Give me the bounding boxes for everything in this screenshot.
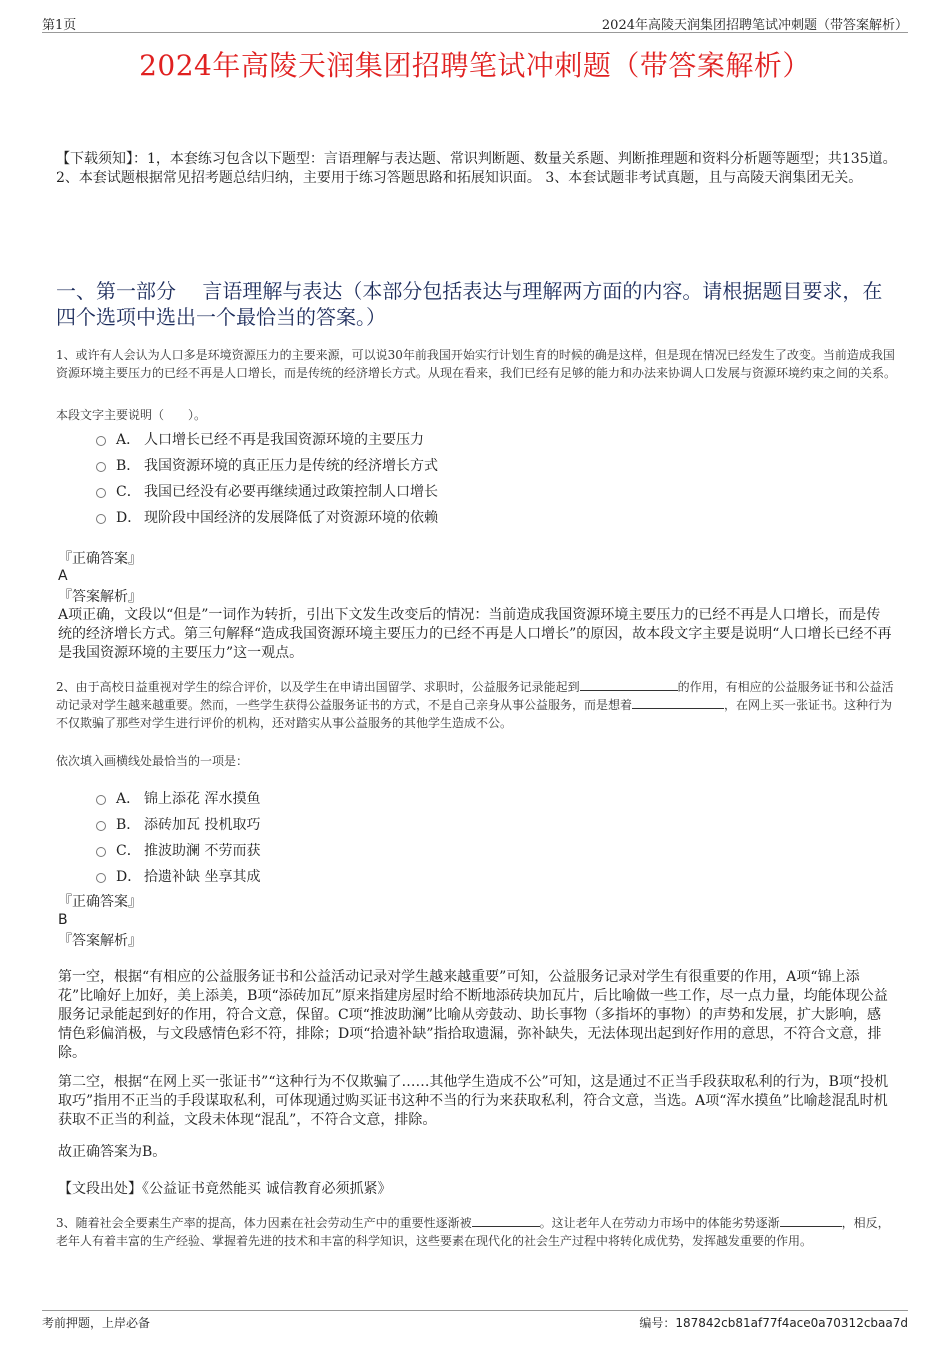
question-1-analysis: A项正确，文段以“但是”一词作为转折，引出下文发生改变后的情况：当前造成我国资源环境主要压力的已经不再是人口增长，而是传统的经济增长方式。第三句解释“造成我国资源环境主要压力的已经不再是人口增长”的原因，故本段文字主要是说明“人口增长已经不再是我国资源环境的主要压力”这一观点。 [58, 607, 892, 661]
question-2-conclusion: 故正确答案为B。 [58, 1144, 167, 1160]
download-notice: 【下载须知】：1，本套练习包含以下题型：言语理解与表达题、常识判断题、数量关系题、判断推理题和资料分析题等题型；共135道。 2、本套试题根据常见招考题总结归纳，主要用于练习答题思路和拓展知识面。 3、本套试题非考试真题，且与高陵天润集团无关。 [56, 151, 897, 186]
question-1-answer: A [58, 568, 68, 584]
radio-icon[interactable] [96, 821, 106, 831]
radio-icon[interactable] [96, 436, 106, 446]
question-2-option-b[interactable]: B． 添砖加瓦 投机取巧 [96, 811, 796, 837]
page-header [42, 12, 908, 33]
question-2-analysis-label: 『答案解析』 [58, 933, 142, 949]
footer-code: 编号：187842cb81af77f4ace0a70312cbaa7d [639, 1316, 908, 1330]
question-1-prompt: 本段文字主要说明（ ）。 [56, 408, 207, 422]
question-2-answer-label: 『正确答案』 [58, 894, 142, 910]
radio-icon[interactable] [96, 873, 106, 883]
question-1-option-b[interactable]: B． 我国资源环境的真正压力是传统的经济增长方式 [96, 452, 796, 478]
radio-icon[interactable] [96, 488, 106, 498]
question-1-option-d[interactable]: D． 现阶段中国经济的发展降低了对资源环境的依赖 [96, 504, 796, 530]
question-2-analysis-part-2: 第二空，根据“在网上买一张证书”“这种行为不仅欺骗了……其他学生造成不公”可知，这是通过不正当手段获取私利的行为，B项“投机取巧”指用不正当的手段谋取私利，可体现通过购买证书这种不当的行为来获取私利，符合文意，当选。A项“浑水摸鱼”比喻趁混乱时机获取不正当的利益，文段未体现“混乱”，不符合文意，排除。 [58, 1074, 889, 1128]
question-3-text: 3、随着社会全要素生产率的提高，体力因素在社会劳动生产中的重要性逐渐被 。这让老年人在劳动力市场中的体能劣势逐渐 ，相反，老年人有着丰富的生产经验、掌握着先进的技术和丰富的科学知识，这些要素在现代化的社会生产过程中将转化成优势，发挥越发重要的作用。 [56, 1216, 890, 1248]
question-2-analysis-part-1: 第一空，根据“有相应的公益服务证书和公益活动记录对学生越来越重要”可知，公益服务记录对学生有很重要的作用，A项“锦上添花”比喻好上加好，美上添美，B项“添砖加瓦”原来指建房屋时给不断地添砖块加瓦片，后比喻做一些工作，尽一点力量，均能体现公益服务记录能起到好的作用，符合文意，保留。C项“推波助澜”比喻从旁鼓动、助长事物（多指坏的事物）的声势和发展，扩大影响，感情色彩偏消极，与文段感情色彩不符，排除；D项“拾遗补缺”指拾取遗漏，弥补缺失，无法体现出起到好作用的意思，不符合文意，排除。 [58, 969, 888, 1061]
document-title: 2024年高陵天润集团招聘笔试冲刺题（带答案解析） [139, 49, 811, 82]
radio-icon[interactable] [96, 847, 106, 857]
question-1-option-a[interactable]: A． 人口增长已经不再是我国资源环境的主要压力 [96, 426, 796, 452]
fill-blank-1[interactable] [580, 678, 678, 691]
fill-blank-3[interactable] [472, 1214, 540, 1227]
question-2-option-a[interactable]: A． 锦上添花 浑水摸鱼 [96, 785, 796, 811]
question-2-source: 【文段出处】《公益证书竟然能买 诚信教育必须抓紧》 [58, 1181, 392, 1197]
question-1-text: 1、或许有人会认为人口多是环境资源压力的主要来源，可以说30年前我国开始实行计划生育的时候的确是这样，但是现在情况已经发生了改变。当前造成我国资源环境主要压力的已经不再是人口增长，而是传统的经济增长方式。从现在看来，我们已经有足够的能力和办法来协调人口发展与资源环境约束之间的关系。 [56, 348, 897, 380]
page-footer [42, 1310, 908, 1329]
fill-blank-4[interactable] [780, 1214, 842, 1227]
fill-blank-2[interactable] [632, 696, 724, 709]
radio-icon[interactable] [96, 514, 106, 524]
page-number: 第1页 [42, 18, 77, 33]
radio-icon[interactable] [96, 462, 106, 472]
question-1-options [96, 426, 796, 530]
header-doc-title: 2024年高陵天润集团招聘笔试冲刺题（带答案解析） [601, 18, 908, 33]
footer-slogan: 考前押题，上岸必备 [42, 1316, 151, 1330]
question-2-answer: B [58, 912, 68, 928]
radio-icon[interactable] [96, 795, 106, 805]
question-2-prompt: 依次填入画横线处最恰当的一项是： [56, 754, 249, 768]
question-1-analysis-label: 『答案解析』 [58, 589, 142, 605]
question-1-option-c[interactable]: C． 我国已经没有必要再继续通过政策控制人口增长 [96, 478, 796, 504]
question-2-option-d[interactable]: D． 拾遗补缺 坐享其成 [96, 863, 796, 889]
question-2-option-c[interactable]: C． 推波助澜 不劳而获 [96, 837, 796, 863]
question-1-answer-label: 『正确答案』 [58, 551, 142, 567]
question-2-options [96, 785, 796, 889]
section-title: 一、第一部分 言语理解与表达（本部分包括表达与理解两方面的内容。请根据题目要求，在四个选项中选出一个最恰当的答案。） [56, 279, 883, 329]
question-2-text: 2、由于高校日益重视对学生的综合评价，以及学生在申请出国留学、求职时，公益服务记录能起到 的作用，有相应的公益服务证书和公益活动记录对学生越来越重要。然而，一些学生获得公益服务证书的方式，不是自己亲身从事公益服务，而是想着 ，在网上买一张证书。这种行为不仅欺骗了那些对学生进行评价的机构，还对踏实从事公益服务的其他学生造成不公。 [56, 680, 894, 730]
